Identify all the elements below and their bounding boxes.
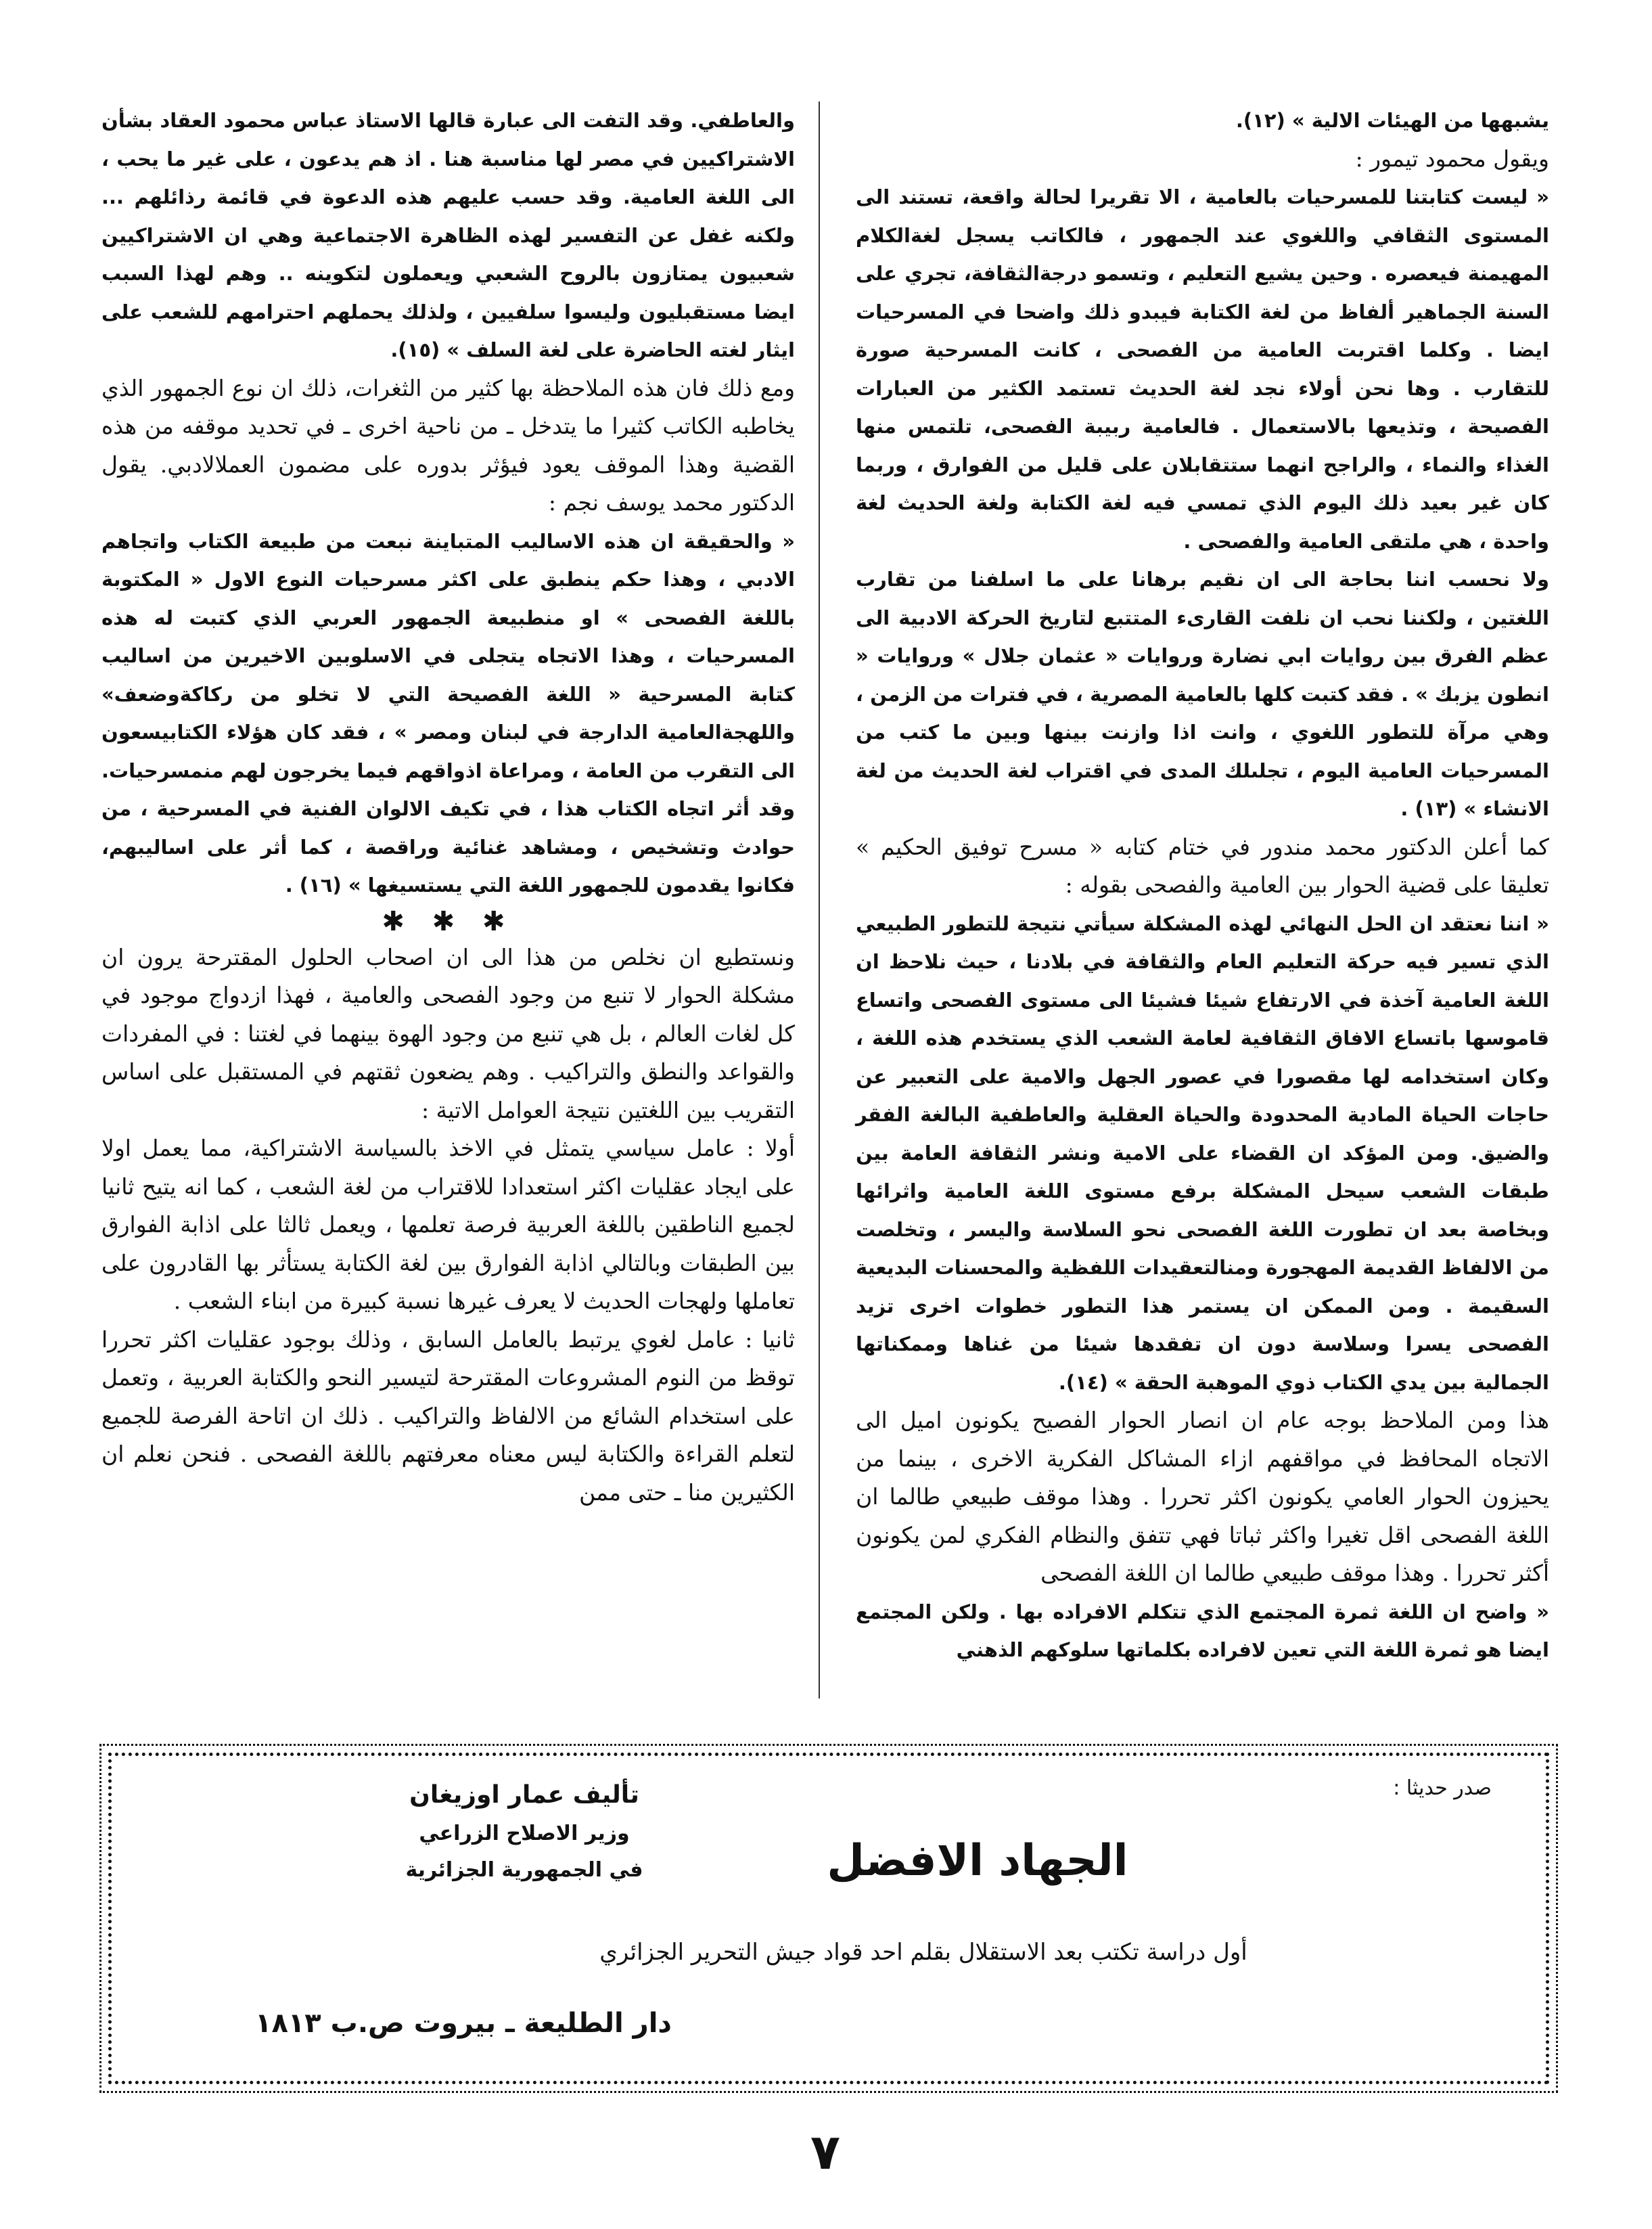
paragraph: ولا نحسب اننا بحاجة الى ان نقيم برهانا على ما اسلفنا من تقارب اللغتين ، ولكننا نحب ان نلفت القارىء المتتبع لتاريخ الحركة الادبية الى عظم الفرق بين روايات ابي نضارة وروايات « عثمان جلال » وروايات « انطون يزبك » . فقد كتبت كلها بالعامية المصرية ، في فترات من الزمن ، وهي مرآة للتطور اللغوي ، وانت اذا وازنت بينها وبين ما كتب من المسرحيات العامية اليوم ، تجلىلك المدى في اقتراب لغة الحديث من لغة الانشاء » (١٣) . [856,568,1549,820]
book-advertisement [108,1753,1549,2084]
paragraph: يشبهها من الهيئات الالية » (١٢). [1235,109,1549,132]
paragraph: ونستطيع ان نخلص من هذا الى ان اصحاب الحلول المقترحة يرون ان مشكلة الحوار لا تنبع من وجود الفصحى والعامية ، فهذا ازدواج موجود في كل لغات العالم ، بل هي تنبع من وجود الهوة بينهما في لغتنا : في المفردات والقواعد والنطق والتراكيب . وهم يضعون ثقتهم في المستقبل على اساس التقريب بين اللغتين نتيجة العوامل الاتية : [101,943,795,1123]
ad-author-block [382,1775,666,1889]
left-text-column [101,102,795,1512]
paragraph: أولا : عامل سياسي يتمثل في الاخذ بالسياسة الاشتراكية، مما يعمل اولا على ايجاد عقليات اكثر استعدادا للاقتراب من لغة الشعب ، كما انه يتيح ثانيا لجميع الناطقين باللغة العربية فرصة تعلمها ، ويعمل ثالثا على اذابة الفوارق بين الطبقات وبالتالي اذابة الفوارق بين لغة الكتابة يستأثر بها القادرون على تعاملها ولهجات الحديث لا يعرف غيرها نسبة كبيرة من ابناء الشعب . [101,1135,795,1314]
ad-author-country: في الجمهورية الجزائرية [405,1858,643,1882]
ad-book-title: الجهاد الافضل [827,1836,1128,1886]
paragraph: « ليست كتابتنا للمسرحيات بالعامية ، الا تقريرا لحالة واقعة، تستند الى المستوى الثقافي واللغوي عند الجمهور ، فالكاتب يسجل لغةالكلام المهيمنة فيعصره . وحين يشيع التعليم ، وتسمو درجةالثقافة، تجري على السنة الجماهير ألفاظ من لغة الكتابة فيبدو ذلك واضحا في المسرحيات ايضا . وكلما اقتربت العامية من الفصحى ، كانت المسرحية صورة للتقارب . وها نحن أولاء نجد لغة الحديث تستمد الكثير من العبارات الفصيحة ، وتذيعها بالاستعمال . فالعامية ربيبة الفصحى، تلتمس منها الغذاء والنماء ، والراجح انهما ستتقابلان على قليل من الفوارق ، وربما كان غير بعيد ذلك اليوم الذي تمسي فيه لغة الكتابة ولغة الحديث لغة واحدة ، هي ملتقى العامية والفصحى . [856,185,1549,553]
paragraph: ثانيا : عامل لغوي يرتبط بالعامل السابق ، وذلك بوجود عقليات اكثر تحررا توقظ من النوم المشروعات المقترحة لتيسير النحو والكتابة العربية ، وتعمل على استخدام الشائع من الالفاظ والتراكيب . ذلك ان اتاحة الفرصة للجميع لتعلم القراءة والكتابة ليس معناه معرفتهم باللغة الفصحى . فنحن نعلم ان الكثيرين منا ـ حتى ممن [101,1326,796,1506]
paragraph: كما أعلن الدكتور محمد مندور في ختام كتابه « مسرح توفيق الحكيم » تعليقا على قضية الحوار بين العامية والفصحى بقوله : [856,833,1549,898]
ad-publisher: دار الطليعة ـ بيروت ص.ب ١٨١٣ [255,2008,672,2039]
paragraph: هذا ومن الملاحظ بوجه عام ان انصار الحوار الفصيح يكونون اميل الى الاتجاه المحافظ في مواقفهم ازاء المشاكل الفكرية الاخرى ، بينما من يحيزون الحوار العامي يكونون اكثر تحررا . وهذا موقف طبيعي طالما ان اللغة الفصحى اقل تغيرا واكثر ثباتا فهي تتفق والنظام الفكري لمن يكونون أكثر تحررا . وهذا موقف طبيعي طالما ان اللغة الفصحى [856,1407,1549,1586]
paragraph: « اننا نعتقد ان الحل النهائي لهذه المشكلة سيأتي نتيجة للتطور الطبيعي الذي تسير فيه حركة التعليم العام والثقافة في بلادنا ، حيث نلاحظ ان اللغة العامية آخذة في الارتفاع شيئا فشيئا الى مستوى الفصحى واتساع قاموسها باتساع الافاق الثقافية لعامة الشعب الذي يستخدم هذه اللغة ، وكان استخدامه لها مقصورا في عصور الجهل والامية على التعبير عن حاجات الحياة المادية المحدودة والحياة العقلية والعاطفية البالغة الفقر والضيق. ومن المؤكد ان القضاء على الامية ونشر الثقافة العامة بين طبقات الشعب سيحل المشكلة برفع مستوى اللغة العامية واثرائها وبخاصة بعد ان تطورت اللغة الفصحى نحو السلاسة واليسر ، وتخلصت من الالفاظ القديمة المهجورة ومنالتعقيدات اللفظية والمحسنات البديعية السقيمة . ومن الممكن ان يستمر هذا التطور خطوات اخرى تزيد الفصحى يسرا وسلاسة دون ان تفقدها شيئا من غناها وممكناتها الجمالية بين يدي الكتاب ذوي الموهبة الحقة » (١٤). [856,911,1549,1394]
paragraph: « والحقيقة ان هذه الاساليب المتباينة نبعت من طبيعة الكتاب واتجاهم الادبي ، وهذا حكم ينطبق على اكثر مسرحيات النوع الاول « المكتوبة باللغة الفصحى » او منطبيعة الجمهور العربي الذي كتبت له هذه المسرحيات ، وهذا الاتجاه يتجلى في الاسلوبين الاخيرين من اساليب كتابة المسرحية « اللغة الفصيحة التي لا تخلو من ركاكةوضعف» واللهجةالعامية الدارجة في لبنان ومصر » ، فقد كان هؤلاء الكتابيسعون الى التقرب من العامة ، ومراعاة اذواقهم فيما يخرجون لهم منمسرحيات. وقد أثر اتجاه الكتاب هذا ، في تكيف الالوان الفنية في المسرحية ، من حوادث وتشخيص ، ومشاهد غنائية وراقصة ، كما أثر على اساليبهم، فكانوا يقدمون للجمهور اللغة التي يستسيغها » (١٦) . [101,529,795,897]
paragraph: ويقول محمود تيمور : [1355,145,1549,172]
ad-book-subtitle: أول دراسة تكتب بعد الاستقلال بقلم احد قواد جيش التحرير الجزائري [599,1939,1247,1966]
paragraph: ومع ذلك فان هذه الملاحظة بها كثير من الثغرات، ذلك ان نوع الجمهور الذي يخاطبه الكاتب كثيرا ما يتدخل ـ من ناحية اخرى ـ في تحديد موقفه من هذه القضية وهذا الموقف يعود فيؤثر بدوره على مضمون العملالادبي. يقول الدكتور محمد يوسف نجم : [101,374,795,516]
ad-author-name: تأليف عمار اوزيغان [409,1781,639,1809]
column-divider [819,102,820,1698]
page-number: ٧ [810,2123,840,2180]
ad-author-role: وزير الاصلاح الزراعي [419,1822,630,1845]
right-text-column [856,102,1549,1669]
section-separator: ✱ ✱ ✱ [382,905,515,937]
paragraph: والعاطفي. وقد التفت الى عبارة قالها الاستاذ عباس محمود العقاد بشأن الاشتراكيين في مصر لها مناسبة هنا . اذ هم يدعون ، على غير ما يحب ، الى اللغة العامية. وقد حسب عليهم هذه الدعوة في قائمة رذائلهم ... ولكنه غفل عن التفسير لهذه الظاهرة الاجتماعية وهي ان الاشتراكيين شعبيون يمتازون بالروح الشعبي ويعملون لتكوينه .. وهم لهذا السبب ايضا مستقبليون وليسوا سلفيين ، ولذلك يحملهم احترامهم للشعب على ايثار لغته الحاضرة على لغة السلف » (١٥). [101,109,795,361]
ad-label: صدر حديثا : [1393,1776,1492,1800]
paragraph: « واضح ان اللغة ثمرة المجتمع الذي تتكلم الافراده بها . ولكن المجتمع ايضا هو ثمرة اللغة التي تعين لافراده بكلماتها سلوكهم الذهني [856,1600,1549,1661]
